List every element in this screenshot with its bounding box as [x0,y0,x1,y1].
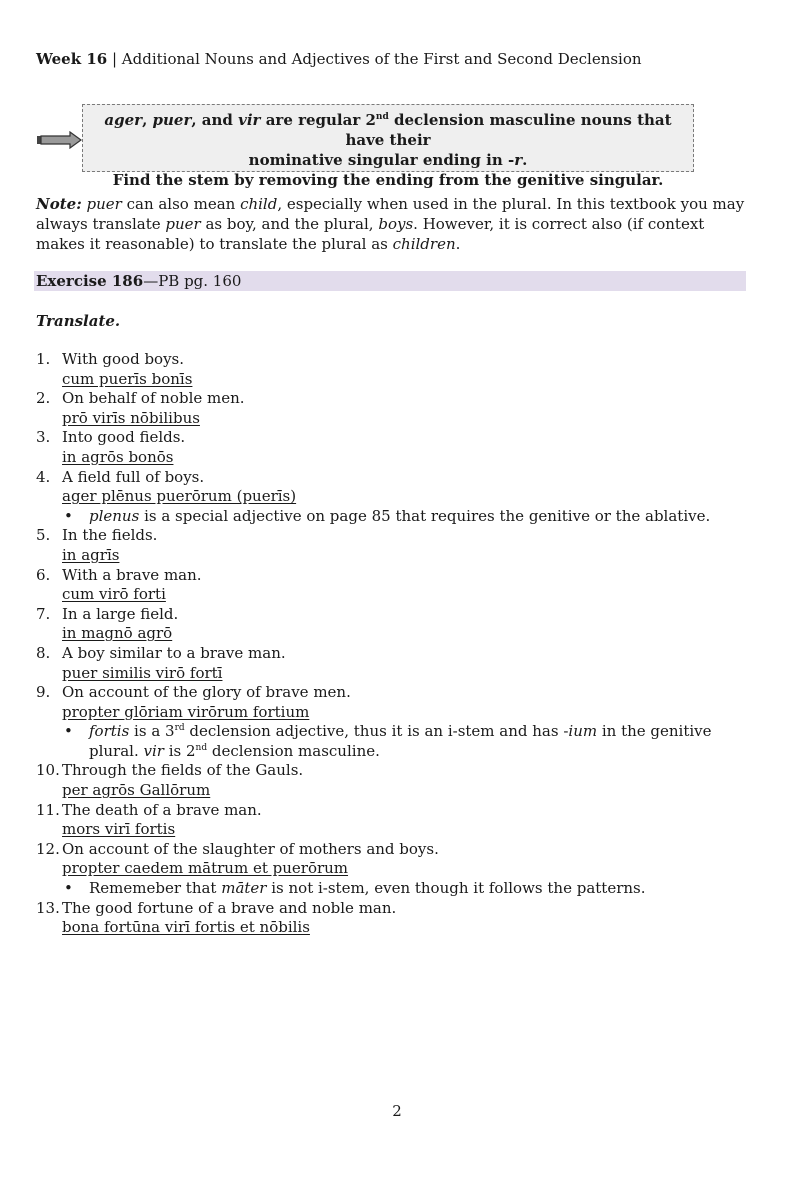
list-item [36,605,756,644]
header-separator: | [107,50,122,68]
latin-answer: propter caedem mātrum et puerōrum [62,859,349,878]
note-italic: māter [221,879,267,898]
item-number: 9. [36,683,51,702]
note-text: is a 3 [129,722,175,741]
note-italic: child [240,195,278,213]
callout-text: . [522,151,528,169]
list-item [36,468,756,507]
english-sentence: In a large field. [62,604,179,623]
list-item [36,526,756,565]
note-text: declension adjective, thus it is an i-stem and has - [184,722,569,741]
note-text: in the genitive plural. [89,722,712,760]
latin-answer: in agrīs [62,545,120,564]
note-italic: vir [143,741,164,760]
callout-text: , [142,111,153,129]
note-superscript: rd [174,723,185,734]
exercise-list [36,350,756,938]
item-number: 3. [36,428,51,447]
callout-line-1 [83,110,693,150]
item-number: 5. [36,526,51,545]
note-text: declension masculine. [207,741,380,760]
english-sentence: On account of the slaughter of mothers and boys. [62,839,439,858]
english-sentence: With a brave man. [62,565,202,584]
english-sentence: On account of the glory of brave men. [62,683,351,702]
callout-box [82,104,694,189]
item-number: 11. [36,800,60,819]
latin-answer: prō virīs nōbilibus [62,408,200,427]
list-item [36,428,756,467]
latin-answer: cum puerīs bonīs [62,369,193,388]
callout-superscript: nd [375,112,389,122]
note-text: is not i-stem, even though it follows the patterns. [266,879,646,898]
english-sentence: On behalf of noble men. [62,389,245,408]
note-italic: ium [568,722,598,741]
list-item [36,644,756,683]
bullet-icon: • [64,506,73,525]
callout-word-puer: puer [152,111,192,129]
item-number: 6. [36,565,51,584]
instruction-heading: Translate. [36,312,121,330]
item-number: 2. [36,389,51,408]
list-item [36,350,756,389]
callout-line-2 [83,150,693,170]
note-italic: children [392,235,456,253]
bullet-note [36,879,756,899]
callout-text: declension masculine nouns that have their [345,111,672,149]
english-sentence: Into good fields. [62,428,186,447]
callout-line-3: Find the stem by removing the ending from the genitive singular. [112,171,664,189]
callout-ending: r [514,151,523,169]
bullet-note [36,722,756,761]
latin-answer: in magnō agrō [62,624,173,643]
callout-text: are regular 2 [260,111,376,129]
note-italic: puer [86,195,122,213]
note-italic: plenus [89,506,140,525]
callout-word-vir: vir [238,111,261,129]
note-text: is 2 [163,741,196,760]
exercise-heading [34,271,746,291]
latin-answer: mors virī fortis [62,820,176,839]
callout-text: , and [191,111,239,129]
callout-word-ager: ager [104,111,143,129]
latin-answer: ager plēnus puerōrum (puerīs) [62,487,297,506]
latin-answer: cum virō forti [62,585,166,604]
bullet-note [36,507,756,527]
bullet-icon: • [64,722,73,741]
list-item [36,566,756,605]
english-sentence: A boy similar to a brave man. [62,643,286,662]
list-item [36,899,756,938]
list-item [36,801,756,840]
note-text: . However, it is correct also (if context makes it reasonable) to translate the plural as [36,215,705,253]
list-item [36,840,756,879]
latin-answer: puer similis virō fortī [62,663,223,682]
item-number: 13. [36,898,60,917]
note-text: , especially when used in the plural. In this textbook you may always translate [36,195,745,233]
exercise-label: Exercise 186 [36,272,144,290]
latin-answer: bona fortūna virī fortis et nōbilis [62,918,310,937]
item-number: 1. [36,350,51,368]
note-text: as boy, and the plural, [200,215,379,233]
header-title: Additional Nouns and Adjectives of the First and Second Declension [121,50,642,68]
note-text: . [455,235,461,253]
page-number: 2 [392,1102,402,1120]
item-number: 8. [36,643,51,662]
english-sentence: A field full of boys. [62,467,205,486]
item-number: 4. [36,467,51,486]
note-label: Note: [36,195,82,213]
note-text: is a special adjective on page 85 that requires the genitive or the ablative. [139,506,711,525]
english-sentence: In the fields. [62,526,158,545]
latin-answer: per agrōs Gallōrum [62,781,211,800]
item-number: 10. [36,761,60,780]
note-superscript: nd [195,742,208,753]
page-header [36,50,642,68]
item-number: 12. [36,839,60,858]
english-sentence: The good fortune of a brave and noble man. [62,898,397,917]
note-paragraph [36,194,756,254]
note-italic: puer [165,215,201,233]
callout-text: nominative singular ending in - [248,151,515,169]
list-item [36,389,756,428]
item-number: 7. [36,604,51,623]
week-label: Week 16 [36,50,108,68]
bullet-icon: • [64,879,73,898]
arrow-right-icon [36,131,82,149]
english-sentence: The death of a brave man. [62,800,262,819]
note-text: Rememeber that [89,879,222,898]
note-text: can also mean [121,195,241,213]
exercise-reference: —PB pg. 160 [143,272,242,290]
english-sentence: With good boys. [62,350,185,368]
list-item [36,683,756,722]
latin-answer: propter glōriam virōrum fortium [62,702,310,721]
note-italic: fortis [89,722,130,741]
latin-answer: in agrōs bonōs [62,447,174,466]
english-sentence: Through the fields of the Gauls. [62,761,304,780]
note-italic: boys [378,215,414,233]
list-item [36,761,756,800]
